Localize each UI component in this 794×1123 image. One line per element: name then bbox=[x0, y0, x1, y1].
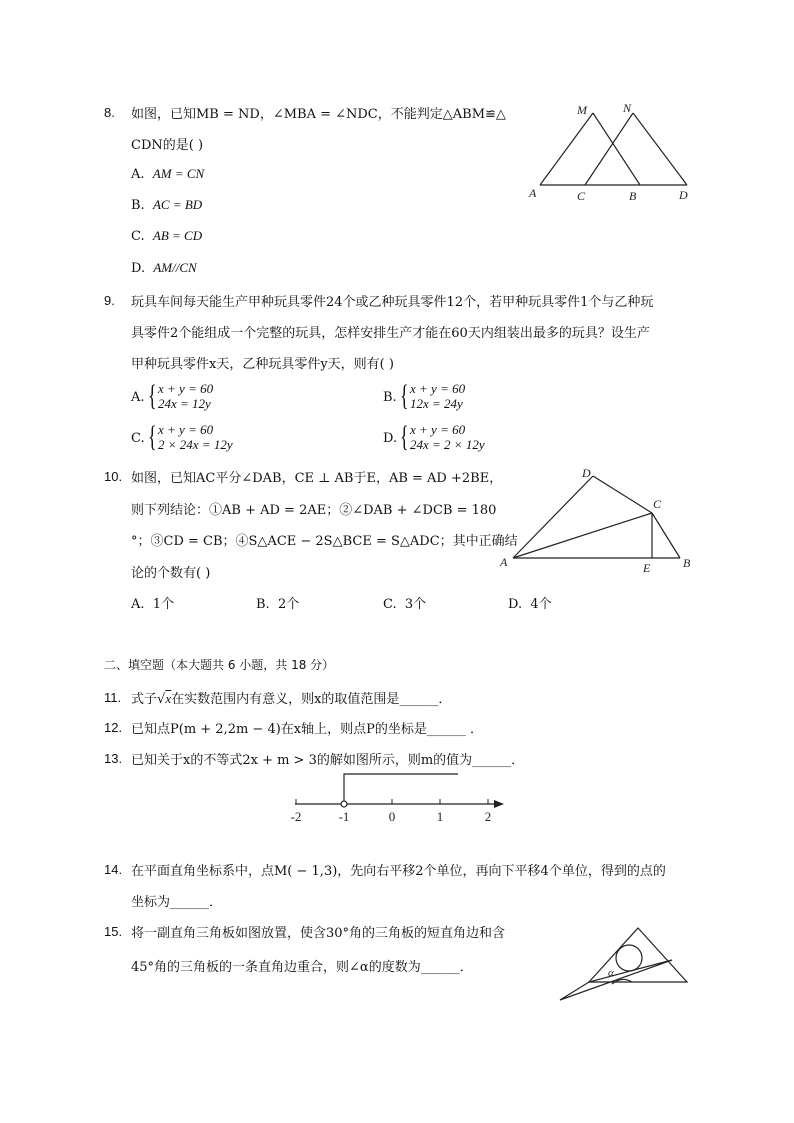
q9-option-d-system bbox=[400, 422, 540, 454]
q15-line2: 45°角的三角板的一条直角边重合，则∠α的度数为______． bbox=[131, 960, 473, 975]
q11-number: 11. bbox=[104, 690, 122, 705]
q10-line-cb bbox=[652, 513, 680, 558]
q8-option-c[interactable] bbox=[131, 228, 202, 244]
q12-number: 12. bbox=[104, 720, 123, 735]
q14-number: 14. bbox=[104, 862, 123, 877]
option-text: 1个 bbox=[152, 597, 175, 612]
q15-circle bbox=[616, 945, 642, 971]
number-line-tick-label: -2 bbox=[290, 809, 302, 824]
q13-text: 已知关于x的不等式2x + m > 3的解如图所示，则m的值为______． bbox=[131, 753, 525, 768]
q10-number: 10. bbox=[104, 469, 123, 484]
number-line-tick-label: -1 bbox=[338, 809, 350, 824]
equation: x + y = 60 bbox=[410, 422, 466, 437]
q8-figure bbox=[525, 98, 705, 208]
q9-option-c[interactable]: C. bbox=[131, 431, 145, 446]
q8-label-m: M bbox=[577, 103, 587, 117]
q10-option-c[interactable] bbox=[383, 593, 426, 612]
equation: 2 × 24x = 12y bbox=[158, 437, 233, 452]
solution-set-bracket bbox=[344, 774, 458, 800]
q11-text-after: 在实数范围内有意义，则x的取值范围是______． bbox=[171, 692, 452, 707]
brace-icon: { bbox=[148, 420, 157, 453]
q8-option-b[interactable] bbox=[131, 197, 202, 213]
q10-label-b: B bbox=[683, 556, 691, 570]
option-letter: D. bbox=[508, 597, 523, 612]
option-text: 3个 bbox=[404, 597, 427, 612]
q10-line-ac bbox=[513, 513, 652, 558]
q13-number: 13. bbox=[104, 751, 123, 766]
q13-number-line bbox=[280, 768, 515, 826]
q8-label-a: A bbox=[529, 186, 537, 200]
brace-icon: { bbox=[400, 420, 409, 453]
q8-label-n: N bbox=[623, 101, 632, 115]
option-letter: B. bbox=[256, 597, 270, 612]
equation: 24x = 2 × 12y bbox=[410, 437, 485, 452]
q11-text bbox=[131, 688, 451, 707]
q8-option-a[interactable] bbox=[131, 166, 204, 182]
q8-line-am bbox=[540, 113, 593, 185]
equation: 12x = 24y bbox=[410, 396, 463, 411]
section-title: 二、填空题（本大题共 6 小题，共 18 分） bbox=[104, 658, 335, 672]
q9-number: 9. bbox=[104, 293, 115, 308]
option-text: 4个 bbox=[530, 597, 552, 612]
q10-line-ad bbox=[513, 476, 593, 558]
q11-radicand: x bbox=[165, 691, 172, 706]
q14-line1: 在平面直角坐标系中，点M( − 1,3)，先向右平移2个单位，再向下平移4个单位，得到的点的 bbox=[131, 864, 666, 879]
q15-number: 15. bbox=[104, 924, 123, 939]
q8-stem-line2: CDN的是( ) bbox=[131, 138, 204, 153]
q14-line2: 坐标为______． bbox=[131, 895, 223, 910]
brace-icon: { bbox=[148, 379, 157, 412]
q9-line1: 玩具车间每天能生产甲种玩具零件24个或乙种玩具零件12个，若甲种玩具零件1个与乙种玩 bbox=[131, 295, 654, 310]
q9-option-b-system bbox=[400, 381, 520, 413]
q9-option-a-system bbox=[148, 381, 268, 413]
q10-label-c: C bbox=[653, 497, 662, 511]
brace-icon: { bbox=[400, 379, 409, 412]
q10-line1: 如图，已知AC平分∠DAB，CE ⊥ AB于E，AB = AD +2BE， bbox=[131, 471, 503, 486]
option-letter: B. bbox=[131, 198, 145, 213]
equation: 24x = 12y bbox=[158, 396, 211, 411]
option-letter: A. bbox=[131, 597, 145, 612]
q15-triangle-45 bbox=[589, 928, 687, 982]
q8-option-d[interactable] bbox=[131, 260, 197, 276]
q9-option-c-system bbox=[148, 422, 288, 454]
q9-line2: 具零件2个能组成一个完整的玩具，怎样安排生产才能在60天内组装出最多的玩具？设生产 bbox=[131, 326, 650, 341]
option-text: AM = CN bbox=[152, 166, 205, 181]
q15-line1: 将一副直角三角板如图放置，使含30°角的三角板的短直角边和含 bbox=[131, 926, 506, 941]
q15-label-alpha: α bbox=[608, 967, 614, 979]
q10-label-e: E bbox=[643, 561, 651, 575]
option-letter: A. bbox=[131, 167, 145, 182]
q8-line-nd bbox=[633, 113, 687, 185]
q10-label-d: D bbox=[582, 466, 591, 480]
q8-number: 8. bbox=[104, 105, 115, 120]
option-letter: C. bbox=[383, 597, 397, 612]
q9-option-b[interactable]: B. bbox=[383, 390, 397, 405]
q10-figure bbox=[495, 463, 700, 575]
q8-line-cn bbox=[585, 113, 633, 185]
q9-option-d[interactable]: D. bbox=[383, 431, 398, 446]
open-circle-icon bbox=[341, 801, 347, 807]
option-letter: C. bbox=[131, 229, 145, 244]
q9-line3: 甲种玩具零件x天，乙种玩具零件y天，则有( ) bbox=[131, 357, 394, 372]
q10-label-a: A bbox=[500, 555, 508, 569]
q8-stem-line1: 如图，已知MB = ND，∠MBA = ∠NDC，不能判定△ABM≌△ bbox=[131, 107, 506, 122]
q10-option-d[interactable] bbox=[508, 593, 552, 612]
q11-text-before: 式子 bbox=[131, 692, 158, 707]
q10-option-a[interactable] bbox=[131, 593, 174, 612]
option-text: 2个 bbox=[277, 597, 300, 612]
q8-line-mb bbox=[593, 113, 640, 185]
q8-label-c: C bbox=[577, 189, 586, 203]
equation: x + y = 60 bbox=[158, 381, 214, 396]
sqrt-icon: √ bbox=[157, 692, 166, 707]
number-line-tick-label: 2 bbox=[484, 809, 492, 824]
q10-line3: °；③CD = CB；④S△ACE − 2S△BCE = S△ADC；其中正确结 bbox=[131, 534, 518, 549]
number-line-tick-label: 1 bbox=[436, 809, 444, 824]
q10-option-b[interactable] bbox=[256, 593, 299, 612]
q15-figure bbox=[552, 912, 692, 1004]
q8-label-d: D bbox=[679, 188, 688, 202]
q15-triangle-30 bbox=[560, 960, 672, 1000]
q10-line-dc bbox=[593, 476, 652, 513]
number-line-tick-label: 0 bbox=[388, 809, 396, 824]
equation: x + y = 60 bbox=[410, 381, 466, 396]
option-text: AM//CN bbox=[153, 260, 197, 275]
q8-label-b: B bbox=[629, 189, 637, 203]
q9-option-a[interactable]: A. bbox=[131, 390, 145, 405]
option-text: AC = BD bbox=[152, 197, 203, 212]
q10-line2: 则下列结论：①AB + AD = 2AE；②∠DAB + ∠DCB = 180 bbox=[131, 503, 497, 518]
q10-line4: 论的个数有( ) bbox=[131, 566, 211, 581]
option-letter: D. bbox=[131, 261, 146, 276]
q12-text: 已知点P(m + 2,2m − 4)在x轴上，则点P的坐标是______ ． bbox=[131, 722, 484, 737]
equation: x + y = 60 bbox=[158, 422, 214, 437]
arrow-right-icon bbox=[494, 800, 504, 808]
option-text: AB = CD bbox=[152, 228, 203, 243]
